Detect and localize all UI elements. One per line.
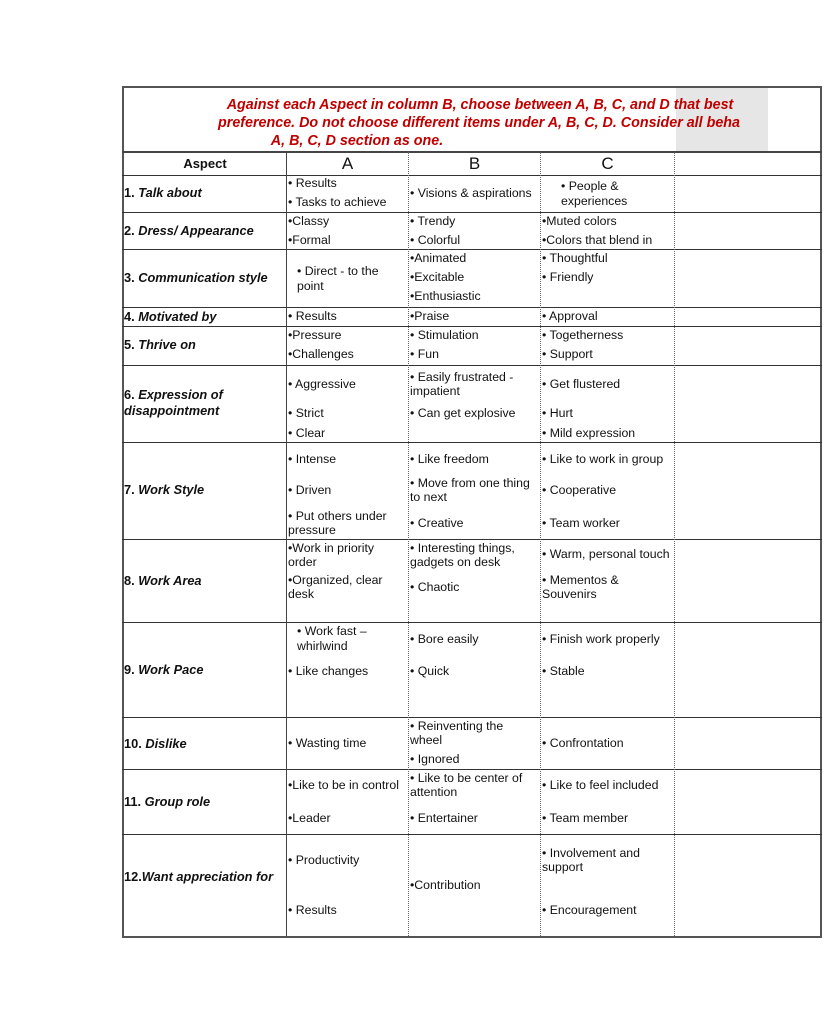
aspect-name: Work Style bbox=[138, 482, 205, 497]
list-item: order bbox=[288, 555, 317, 569]
cell-a bbox=[287, 327, 408, 365]
list-item: • Fun bbox=[410, 347, 439, 361]
list-item: • Bore easily bbox=[410, 632, 479, 646]
cell-a bbox=[287, 443, 408, 539]
aspect-name: Communication style bbox=[138, 270, 268, 285]
list-item: •Contribution bbox=[410, 878, 481, 892]
aspect-label bbox=[124, 736, 284, 752]
list-item: • Stable bbox=[542, 664, 585, 678]
list-item: • Like to work in group bbox=[542, 452, 664, 466]
list-item: • Work fast – bbox=[297, 624, 367, 638]
list-item: •Colors that blend in bbox=[542, 233, 653, 247]
cell-b bbox=[409, 623, 540, 717]
aspect-number: 5. bbox=[124, 337, 135, 352]
list-item: •Animated bbox=[410, 251, 467, 265]
list-item: •Leader bbox=[288, 811, 331, 825]
list-item: • Creative bbox=[410, 516, 464, 530]
list-item: • Reinventing the bbox=[410, 719, 504, 733]
aspect-name: Group role bbox=[144, 794, 211, 809]
list-item: • Encouragement bbox=[542, 903, 637, 917]
aspect-number: 6. bbox=[124, 387, 135, 402]
list-item: •Challenges bbox=[288, 347, 354, 361]
cell-a bbox=[287, 835, 408, 936]
cell-c bbox=[541, 835, 674, 936]
list-item: • Ignored bbox=[410, 752, 460, 766]
aspect-number: 11. bbox=[124, 794, 142, 809]
list-item: • Support bbox=[542, 347, 593, 361]
list-item: •Classy bbox=[288, 214, 330, 228]
aspect-number: 7. bbox=[124, 482, 135, 497]
cell-c bbox=[541, 250, 674, 307]
aspect-number: 10. bbox=[124, 736, 142, 751]
list-item: • Team worker bbox=[542, 516, 620, 530]
cell-b bbox=[409, 327, 540, 365]
table-row bbox=[122, 770, 822, 834]
aspect-label bbox=[124, 223, 284, 239]
aspect-label bbox=[124, 869, 284, 885]
list-item: • Thoughtful bbox=[542, 251, 608, 265]
cell-b bbox=[409, 213, 540, 249]
cell-b bbox=[409, 718, 540, 769]
aspect-label bbox=[124, 185, 284, 201]
aspect-label bbox=[124, 337, 284, 353]
cell-a bbox=[287, 213, 408, 249]
cell-a bbox=[287, 366, 408, 442]
list-item: wheel bbox=[410, 733, 443, 747]
list-item: •Work in priority bbox=[288, 541, 375, 555]
aspect-name: Dislike bbox=[145, 736, 187, 751]
list-item: • Wasting time bbox=[288, 736, 367, 750]
cell-c bbox=[541, 327, 674, 365]
list-item: • Mild expression bbox=[542, 426, 636, 440]
list-item: • Warm, personal touch bbox=[542, 547, 670, 561]
aspect-name: Thrive on bbox=[138, 337, 196, 352]
list-item: • Chaotic bbox=[410, 580, 460, 594]
aspect-name: Expression of disappointment bbox=[124, 387, 223, 418]
list-item: Souvenirs bbox=[542, 587, 597, 601]
instructions-header bbox=[122, 86, 822, 152]
column-header-b: B bbox=[468, 154, 481, 173]
behavior-style-table bbox=[122, 86, 740, 938]
aspect-number: 4. bbox=[124, 309, 135, 324]
list-item: support bbox=[542, 860, 584, 874]
aspect-label bbox=[124, 794, 284, 810]
table-row bbox=[122, 540, 822, 622]
aspect-label bbox=[124, 387, 284, 419]
list-item: • Tasks to achieve bbox=[288, 195, 387, 209]
list-item: • Hurt bbox=[542, 406, 573, 420]
list-item: •Like to be in control bbox=[288, 778, 399, 792]
list-item: • Quick bbox=[410, 664, 450, 678]
list-item: •Organized, clear bbox=[288, 573, 383, 587]
aspect-name: Talk about bbox=[138, 185, 202, 200]
cell-b bbox=[409, 443, 540, 539]
cell-a bbox=[287, 176, 408, 212]
list-item: • Put others under bbox=[288, 509, 387, 523]
list-item: • Direct - to the bbox=[297, 264, 379, 278]
cell-c bbox=[541, 366, 674, 442]
list-item: gadgets on desk bbox=[410, 555, 501, 569]
cell-b bbox=[409, 366, 540, 442]
list-item: • Like changes bbox=[288, 664, 369, 678]
cell-c bbox=[541, 213, 674, 249]
cell-c bbox=[541, 623, 674, 717]
list-item: • Results bbox=[288, 176, 337, 190]
list-item: • Confrontation bbox=[542, 736, 624, 750]
aspect-label bbox=[124, 270, 284, 286]
list-item: • Like to be center of bbox=[410, 771, 523, 785]
cell-b bbox=[409, 250, 540, 307]
list-item: • Approval bbox=[542, 309, 598, 323]
list-item: to next bbox=[410, 490, 447, 504]
cell-b bbox=[409, 770, 540, 834]
list-item: • Results bbox=[288, 903, 337, 917]
instructions-line-3: A, B, C, D section as one. bbox=[270, 133, 444, 149]
cell-c bbox=[541, 443, 674, 539]
list-item: •Enthusiastic bbox=[410, 289, 481, 303]
list-item: • Easily frustrated - bbox=[410, 370, 514, 384]
cell-a bbox=[287, 770, 408, 834]
cell-b bbox=[409, 308, 540, 326]
list-item: • Cooperative bbox=[542, 483, 617, 497]
aspect-name: Motivated by bbox=[138, 309, 217, 324]
list-item: • Interesting things, bbox=[410, 541, 515, 555]
list-item: •Formal bbox=[288, 233, 331, 247]
list-item: point bbox=[297, 279, 324, 293]
list-item: • Intense bbox=[288, 452, 337, 466]
list-item: • Aggressive bbox=[288, 377, 356, 391]
list-item: desk bbox=[288, 587, 314, 601]
column-header-c: C bbox=[601, 154, 614, 173]
table-row bbox=[122, 366, 822, 442]
list-item: • Team member bbox=[542, 811, 629, 825]
list-item: • Driven bbox=[288, 483, 332, 497]
table-row bbox=[122, 443, 822, 539]
list-item: •Praise bbox=[410, 309, 450, 323]
list-item: • Togetherness bbox=[542, 328, 624, 342]
list-item: whirlwind bbox=[297, 639, 348, 653]
cell-a bbox=[287, 718, 408, 769]
list-item: •Pressure bbox=[288, 328, 342, 342]
list-item: • Entertainer bbox=[410, 811, 478, 825]
list-item: • Mementos & bbox=[542, 573, 619, 587]
list-item: • Visions & aspirations bbox=[410, 186, 532, 200]
list-item: • Like to feel included bbox=[542, 778, 659, 792]
aspect-name: Dress/ Appearance bbox=[138, 223, 254, 238]
column-header-aspect: Aspect bbox=[183, 156, 227, 171]
list-item: experiences bbox=[561, 194, 628, 208]
list-item: • Move from one thing bbox=[410, 476, 530, 490]
list-item: • Colorful bbox=[410, 233, 461, 247]
cell-a bbox=[287, 623, 408, 717]
table-row bbox=[122, 250, 822, 307]
list-item: impatient bbox=[410, 384, 460, 398]
aspect-label bbox=[124, 482, 284, 498]
aspect-number: 9. bbox=[124, 662, 135, 677]
list-item: pressure bbox=[288, 523, 336, 537]
list-item: • Get flustered bbox=[542, 377, 621, 391]
list-item: • Involvement and bbox=[542, 846, 640, 860]
instructions-line-2: preference. Do not choose different items under A, B, C, D. Consider all beha bbox=[218, 115, 740, 131]
aspect-name: Want appreciation for bbox=[141, 869, 274, 884]
table-row bbox=[122, 835, 822, 936]
aspect-name: Work Pace bbox=[138, 662, 204, 677]
list-item: • People & bbox=[561, 179, 619, 193]
cell-c bbox=[541, 176, 674, 212]
cell-c bbox=[541, 770, 674, 834]
column-header-a: A bbox=[341, 154, 354, 173]
cell-b bbox=[409, 176, 540, 212]
list-item: • Productivity bbox=[288, 853, 360, 867]
list-item: •Excitable bbox=[410, 270, 465, 284]
table-row bbox=[122, 308, 822, 326]
cell-c bbox=[541, 540, 674, 622]
list-item: attention bbox=[410, 785, 458, 799]
aspect-label bbox=[124, 662, 284, 678]
table-row bbox=[122, 176, 822, 212]
aspect-number: 12. bbox=[124, 869, 142, 884]
table-row bbox=[122, 718, 822, 769]
cell-b bbox=[409, 835, 540, 936]
aspect-number: 3. bbox=[124, 270, 135, 285]
list-item: • Stimulation bbox=[410, 328, 479, 342]
list-item: • Trendy bbox=[410, 214, 456, 228]
list-item: • Finish work properly bbox=[542, 632, 660, 646]
cell-c bbox=[541, 718, 674, 769]
aspect-name: Work Area bbox=[138, 573, 202, 588]
list-item: • Clear bbox=[288, 426, 326, 440]
aspect-number: 1. bbox=[124, 185, 135, 200]
aspect-label bbox=[124, 573, 284, 589]
cell-c bbox=[541, 308, 674, 326]
list-item: • Results bbox=[288, 309, 337, 323]
list-item: •Muted colors bbox=[542, 214, 617, 228]
list-item: • Like freedom bbox=[410, 452, 489, 466]
list-item: • Strict bbox=[288, 406, 324, 420]
list-item: • Friendly bbox=[542, 270, 594, 284]
list-item: • Can get explosive bbox=[410, 406, 516, 420]
table-row bbox=[122, 623, 822, 717]
aspect-number: 8. bbox=[124, 573, 135, 588]
cell-a bbox=[287, 250, 408, 307]
table-row bbox=[122, 327, 822, 365]
aspect-label bbox=[124, 309, 284, 325]
aspect-number: 2. bbox=[124, 223, 135, 238]
cell-a bbox=[287, 308, 408, 326]
table-row bbox=[122, 213, 822, 249]
cell-a bbox=[287, 540, 408, 622]
instructions-line-1: Against each Aspect in column B, choose between A, B, C, and D that best bbox=[226, 97, 734, 113]
cell-b bbox=[409, 540, 540, 622]
